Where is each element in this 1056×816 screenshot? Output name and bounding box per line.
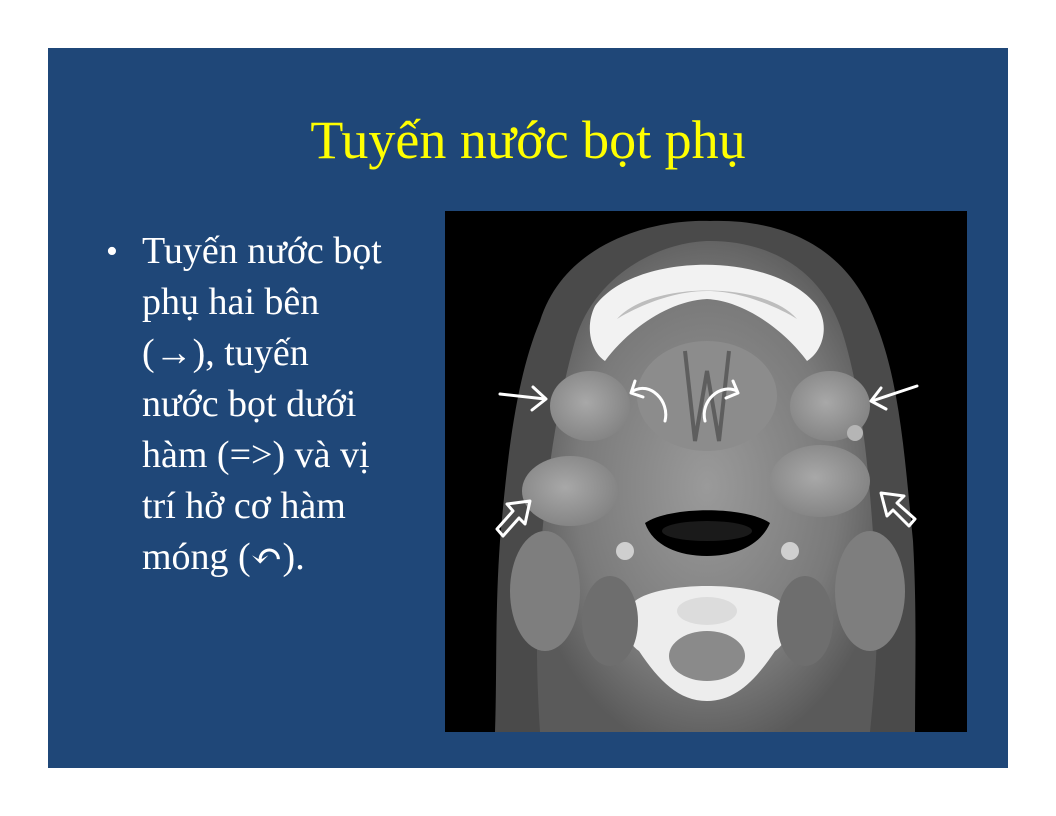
bullet-line: hàm (=>) và vị [142, 434, 370, 476]
bullet-line: Tuyến nước bọt [142, 230, 382, 272]
bullet-line: trí hở cơ hàm [142, 485, 346, 527]
slide [48, 48, 1008, 768]
bullet-line: phụ hai bên [142, 281, 320, 323]
bullet-text [142, 226, 432, 583]
bullet-line: móng (↶). [142, 536, 305, 578]
ct-scan-icon [445, 211, 967, 732]
bullet-line: nước bọt dưới [142, 383, 357, 425]
ct-scan-image [445, 211, 967, 732]
slide-title: Tuyến nước bọt phụ [310, 110, 746, 170]
bullet-icon: • [106, 233, 118, 270]
bullet-line: (→), tuyến [142, 332, 309, 374]
